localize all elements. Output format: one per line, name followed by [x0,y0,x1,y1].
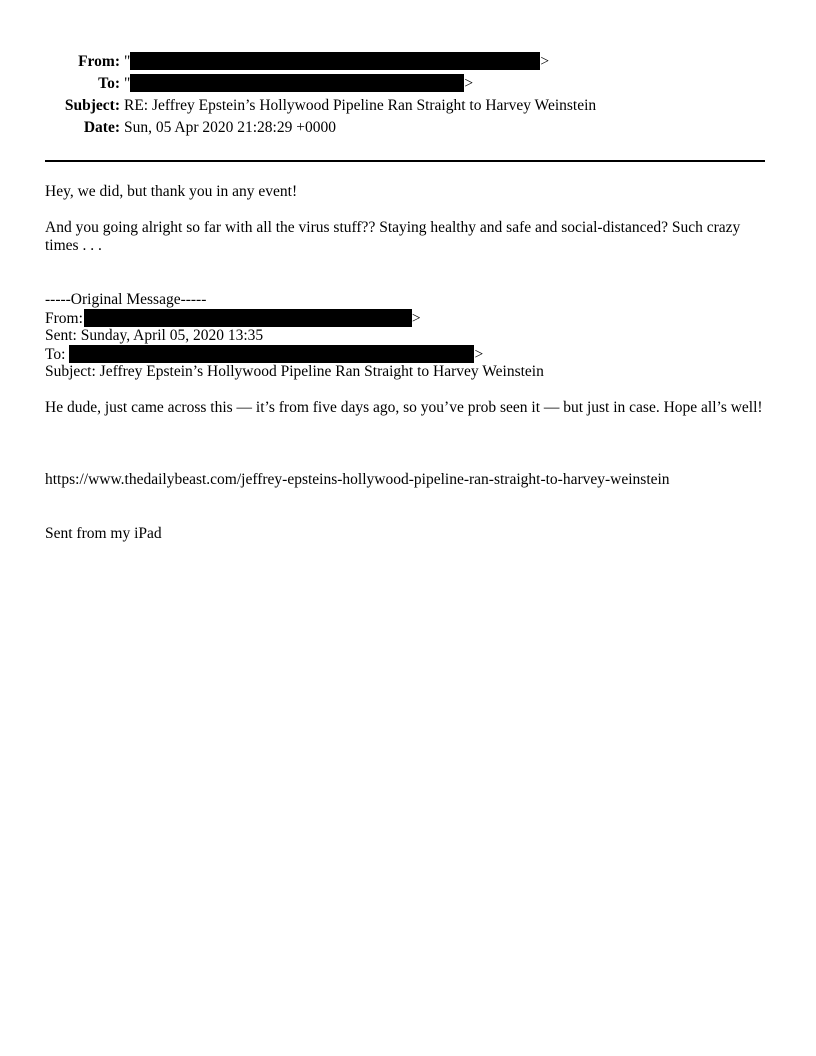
header-subject-row [0,96,760,116]
original-to-line: To: > [45,346,484,363]
redaction-block [130,74,464,92]
header-to-label: To: [98,75,120,92]
header-to-row [0,74,700,94]
header-to-value: " > [124,75,474,92]
original-from-label: From: [45,310,83,327]
header-from-value: " > [124,53,550,70]
original-from-line: From: > [45,310,421,327]
header-from-label: From: [78,53,120,70]
header-divider [45,160,765,162]
header-subject-value: RE: Jeffrey Epstein’s Hollywood Pipeline Ran Straight to Harvey Weinstein [124,97,597,114]
header-date-label: Date: [83,119,120,136]
original-to-label: To: [45,346,66,363]
original-separator: -----Original Message----- [45,291,207,308]
reply-line-2: And you going alright so far with all the virus stuff?? Staying healthy and safe and social-distanced? Such crazy times . . . [45,219,741,254]
signature: Sent from my iPad [45,525,162,542]
original-message: He dude, just came across this — it’s from five days ago, so you’ve prob seen it — but just in case. Hope all’s well! [45,399,763,416]
header-from-row [0,52,700,72]
redaction-block [84,309,412,327]
header-date-value: Sun, 05 Apr 2020 21:28:29 +0000 [124,119,336,136]
redaction-block [69,345,474,363]
original-sent-line: Sent: Sunday, April 05, 2020 13:35 [45,327,264,344]
original-subject-line: Subject: Jeffrey Epstein’s Hollywood Pipeline Ran Straight to Harvey Weinstein [45,363,544,380]
header-date-row [0,118,700,138]
article-link[interactable]: https://www.thedailybeast.com/jeffrey-epsteins-hollywood-pipeline-ran-straight-to-harvey-weinstein [45,471,670,488]
reply-line-1: Hey, we did, but thank you in any event! [45,183,298,200]
header-subject-label: Subject: [64,97,120,114]
redaction-block [130,52,540,70]
